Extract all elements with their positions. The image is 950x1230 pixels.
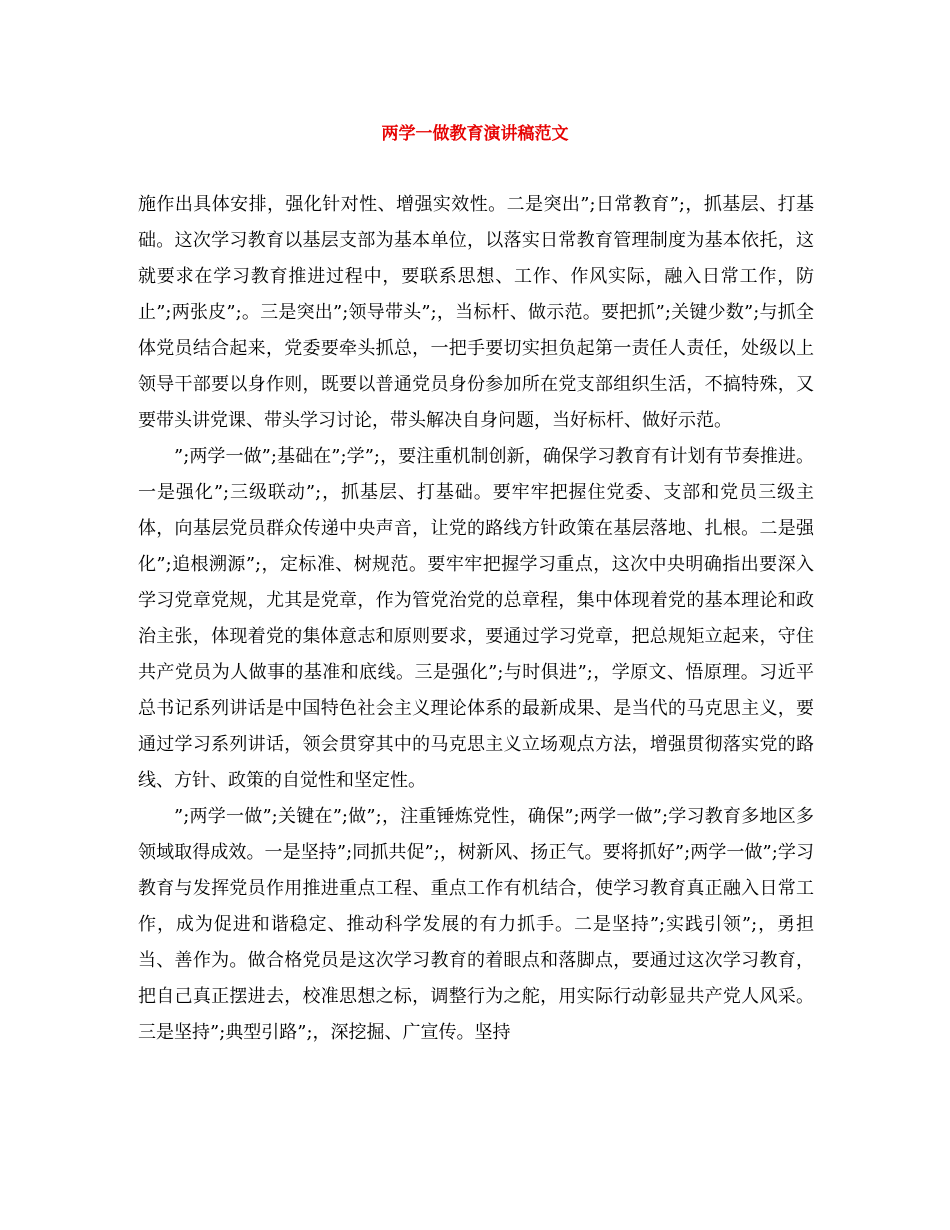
document-title: 两学一做教育演讲稿范文 (381, 124, 569, 144)
document-body (138, 187, 814, 1051)
paragraph-3: ”;两学一做”;关键在”;做”;，注重锤炼党性，确保”;两学一做”;学习教育多地区多领域取得成效。一是坚持”;同抓共促”;，树新风、扬正气。要将抓好”;两学一做”;学习教育与发挥党员作用推进重点工程、重点工作有机结合，使学习教育真正融入日常工作，成为促进和谐稳定、推动科学发展的有力抓手。二是坚持”;实践引领”;，勇担当、善作为。做合格党员是这次学习教育的着眼点和落脚点，要通过这次学习教育，把自己真正摆进去，校准思想之标，调整行为之舵，用实际行动彰显共产党人风采。三是坚持”;典型引路”;，深挖掘、广宣传。坚持 (138, 806, 814, 1043)
paragraph-2: ”;两学一做”;基础在”;学”;，要注重机制创新，确保学习教育有计划有节奏推进。一是强化”;三级联动”;，抓基层、打基础。要牢牢把握住党委、支部和党员三级主体，向基层党员群众传递中央声音，让党的路线方针政策在基层落地、扎根。二是强化”;追根溯源”;，定标准、树规范。要牢牢把握学习重点，这次中央明确指出要深入学习党章党规，尤其是党章，作为管党治党的总章程，集中体现着党的基本理论和政治主张，体现着党的集体意志和原则要求，要通过学习党章，把总规矩立起来，守住共产党员为人做事的基准和底线。三是强化”;与时俱进”;，学原文、悟原理。习近平总书记系列讲话是中国特色社会主义理论体系的最新成果、是当代的马克思主义，要通过学习系列讲话，领会贯穿其中的马克思主义立场观点方法，增强贯彻落实党的路线、方针、政策的自觉性和坚定性。 (138, 446, 814, 791)
paragraph-1: 施作出具体安排，强化针对性、增强实效性。二是突出”;日常教育”;，抓基层、打基础。这次学习教育以基层支部为基本单位，以落实日常教育管理制度为基本依托，这就要求在学习教育推进过程中，要联系思想、工作、作风实际，融入日常工作，防止”;两张皮”;。三是突出”;领导带头”;，当标杆、做示范。要把抓”;关键少数”;与抓全体党员结合起来，党委要牵头抓总，一把手要切实担负起第一责任人责任，处级以上领导干部要以身作则，既要以普通党员身份参加所在党支部组织生活，不搞特殊，又要带头讲党课、带头学习讨论，带头解决自身问题，当好标杆、做好示范。 (138, 194, 814, 431)
